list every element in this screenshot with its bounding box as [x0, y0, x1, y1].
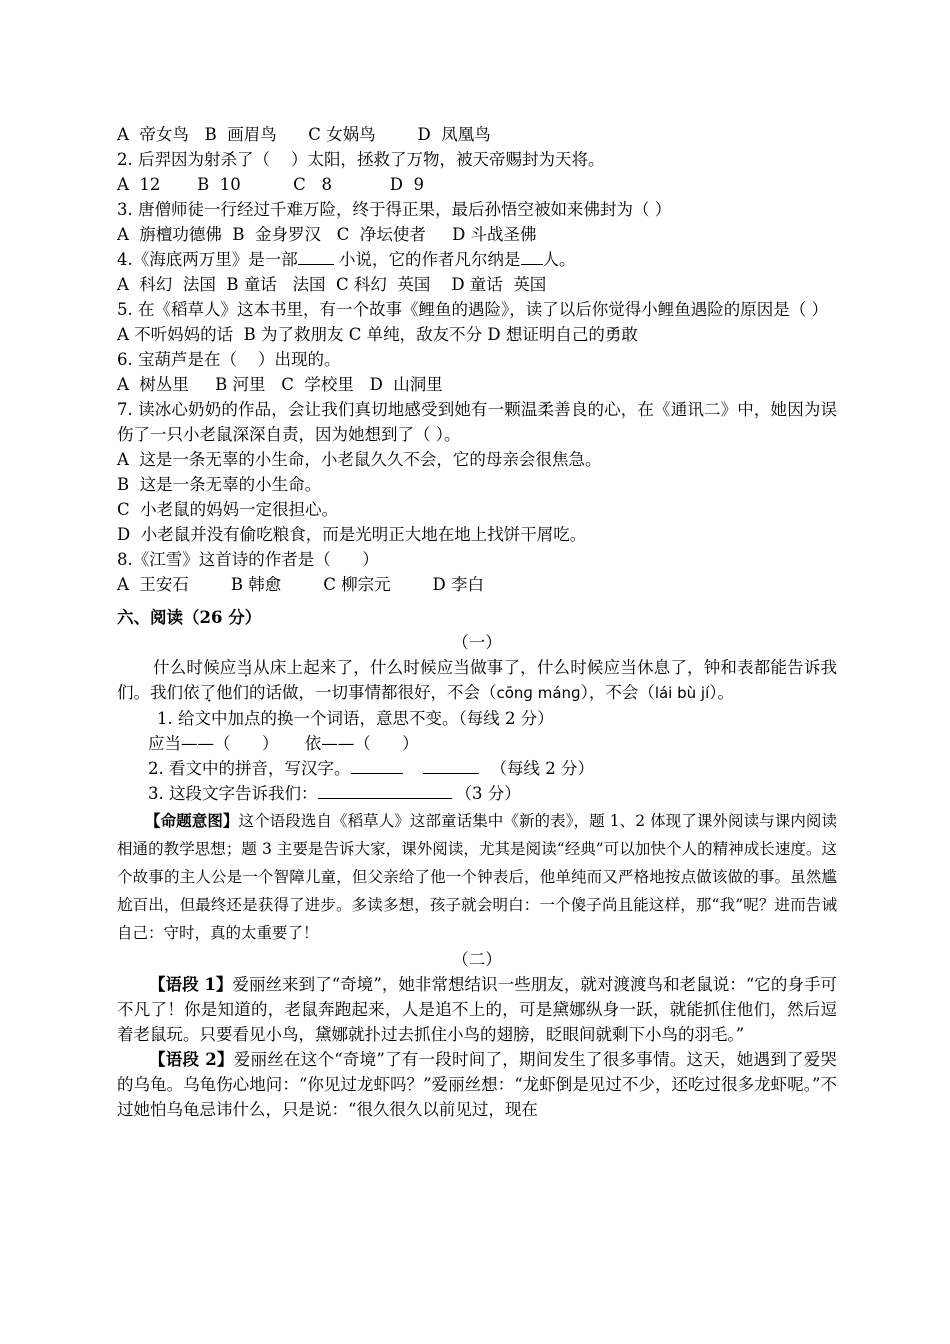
q4-stem [117, 247, 837, 272]
q8-options: A 王安石 B 韩愈 C 柳宗元 D 李白 [117, 575, 484, 594]
part1-q2 [117, 756, 837, 781]
pinyin-laibuji: lái bù jí [654, 684, 710, 702]
passage-text: 当从床上起来了，什么时候应当做事了，什么时候应当休息了，钟和表都能告诉我们。我们 [117, 658, 837, 702]
passage-text: ）。 [709, 683, 734, 702]
intent-paragraph [117, 807, 837, 947]
answer-blank[interactable] [351, 757, 403, 774]
dotted-char-yi: 依 [183, 683, 200, 702]
q2-stem: 2. 后羿因为射杀了（ ）太阳，拯救了万物，被天帝赐封为天将。 [117, 150, 605, 169]
intent-label: 【命题意图】 [145, 811, 239, 830]
q3-text: 3. 这段文字告诉我们： [148, 784, 318, 803]
segment-2-text: 爱丽丝在这个“奇境”了有一段时间了，期间发生了很多事情。这天，她遇到了爱哭的乌龟。乌龟伤心地问：“你见过龙虾吗？”爱丽丝想：“龙虾倒是见过不少，还吃过很多龙虾呢。”不过她怕乌龟忌讳什么，只是说：“很久很久以前见过，现在 [117, 1050, 837, 1119]
part1-q1: 1. 给文中加点的换一个词语，意思不变。（每线 2 分） [157, 709, 554, 728]
part1-q3 [117, 781, 837, 806]
q3-stem: 3. 唐僧师徒一行经过千难万险，终于得正果，最后孙悟空被如来佛封为（ ） [117, 200, 672, 219]
q7-option-b: B 这是一条无辜的小生命。 [117, 475, 322, 494]
q3-options: A 旃檀功德佛 B 金身罗汉 C 净坛使者 D 斗战圣佛 [117, 225, 537, 244]
q1-options: A 帝女鸟 B 画眉鸟 C 女娲鸟 D 凤凰鸟 [117, 125, 491, 144]
pinyin-congmang: cōnɡ mánɡ [496, 684, 581, 702]
q7-option-a: A 这是一条无辜的小生命，小老鼠久久不会，它的母亲会很焦急。 [117, 450, 602, 469]
q7-option-d: D 小老鼠并没有偷吃粮食，而是光明正大地在地上找饼干屑吃。 [117, 525, 587, 544]
q2-options: A 12 B 10 C 8 D 9 [117, 175, 424, 194]
passage-text: ），不会（ [580, 683, 655, 702]
segment-2-label: 【语段 2】 [149, 1050, 234, 1069]
q8-stem: 8.《江雪》这首诗的作者是（ ） [117, 550, 379, 569]
q2-text: 2. 看文中的拼音，写汉字。 [148, 759, 351, 778]
intent-text: 这个语段选自《稻草人》这部童话集中《新的表》，题 1、2 体现了课外阅读与课内阅读相通的教学思想；题 3 主要是告诉大家，课外阅读，尤其是阅读“经典”可以加快个人的精神成长速度。这个故事的主人公是一个智障儿童，但父亲给了他一个钟表后，他单纯而又严格地按点做该做的事。虽然尴尬百出，但最终还是获得了进步。多读多想，孩子就会明白：一个傻子尚且能这样，那“我”呢？进而告诫自己：守时，真的太重要了！ [117, 812, 837, 942]
q7-option-c: C 小老鼠的妈妈一定很担心。 [117, 500, 339, 519]
passage-text: 什么时候 [153, 658, 220, 677]
segment-1-text: 爱丽丝来到了“奇境”，她非常想结识一些朋友，就对渡渡鸟和老鼠说：“它的身手可不凡了！你是知道的，老鼠奔跑起来，人是追不上的，可是黛娜纵身一跃，就能抓住他们，然后逗着老鼠玩。只要看见小鸟，黛娜就扑过去抓住小鸟的翅膀，眨眼间就剩下小鸟的羽毛。” [117, 975, 837, 1044]
part2-heading: （二） [452, 950, 502, 969]
q6-options: A 树丛里 B 河里 C 学校里 D 山洞里 [117, 375, 443, 394]
answer-blank[interactable] [318, 782, 452, 799]
q6-stem: 6. 宝葫芦是在（ ）出现的。 [117, 350, 341, 369]
dotted-char-ying: 应 [219, 658, 237, 677]
q7-stem: 7. 读冰心奶奶的作品，会让我们真切地感受到她有一颗温柔善良的心，在《通讯二》中，她因为误伤了一只小老鼠深深自责，因为她想到了（ ）。 [117, 400, 837, 444]
q5-options: A 不听妈妈的话 B 为了救朋友 C 单纯，敌友不分 D 想证明自己的勇敢 [117, 325, 638, 344]
q4-stem-pre: 4.《海底两万里》是一部 [117, 250, 298, 269]
q4-blank-1 [298, 248, 334, 265]
part2-segment-2 [117, 1047, 837, 1122]
q4-blank-2 [521, 248, 543, 265]
passage-text: 了他们的话做，一切事情都很好，不会（ [199, 683, 497, 702]
part1-passage [117, 655, 837, 706]
part1-q1-answer: 应当——（ ） 依——（ ） [148, 734, 419, 753]
q5-stem: 5. 在《稻草人》这本书里，有一个故事《鲤鱼的遇险》，读了以后你觉得小鲤鱼遇险的原因是（ ） [117, 300, 828, 319]
segment-1-label: 【语段 1】 [149, 975, 233, 994]
answer-blank[interactable] [423, 757, 479, 774]
exam-page [117, 122, 837, 1122]
section-title: 六、阅读（26 分） [117, 608, 262, 627]
q4-stem-mid: 小说，它的作者凡尔纳是 [333, 250, 521, 269]
part2-segment-1 [117, 972, 837, 1047]
q3-score: （3 分） [455, 784, 521, 803]
q4-options: A 科幻 法国 B 童话 法国 C 科幻 英国 D 童话 英国 [117, 275, 547, 294]
q2-score: （每线 2 分） [490, 759, 594, 778]
part1-heading: （一） [452, 633, 502, 652]
q4-stem-post: 人。 [542, 250, 576, 269]
